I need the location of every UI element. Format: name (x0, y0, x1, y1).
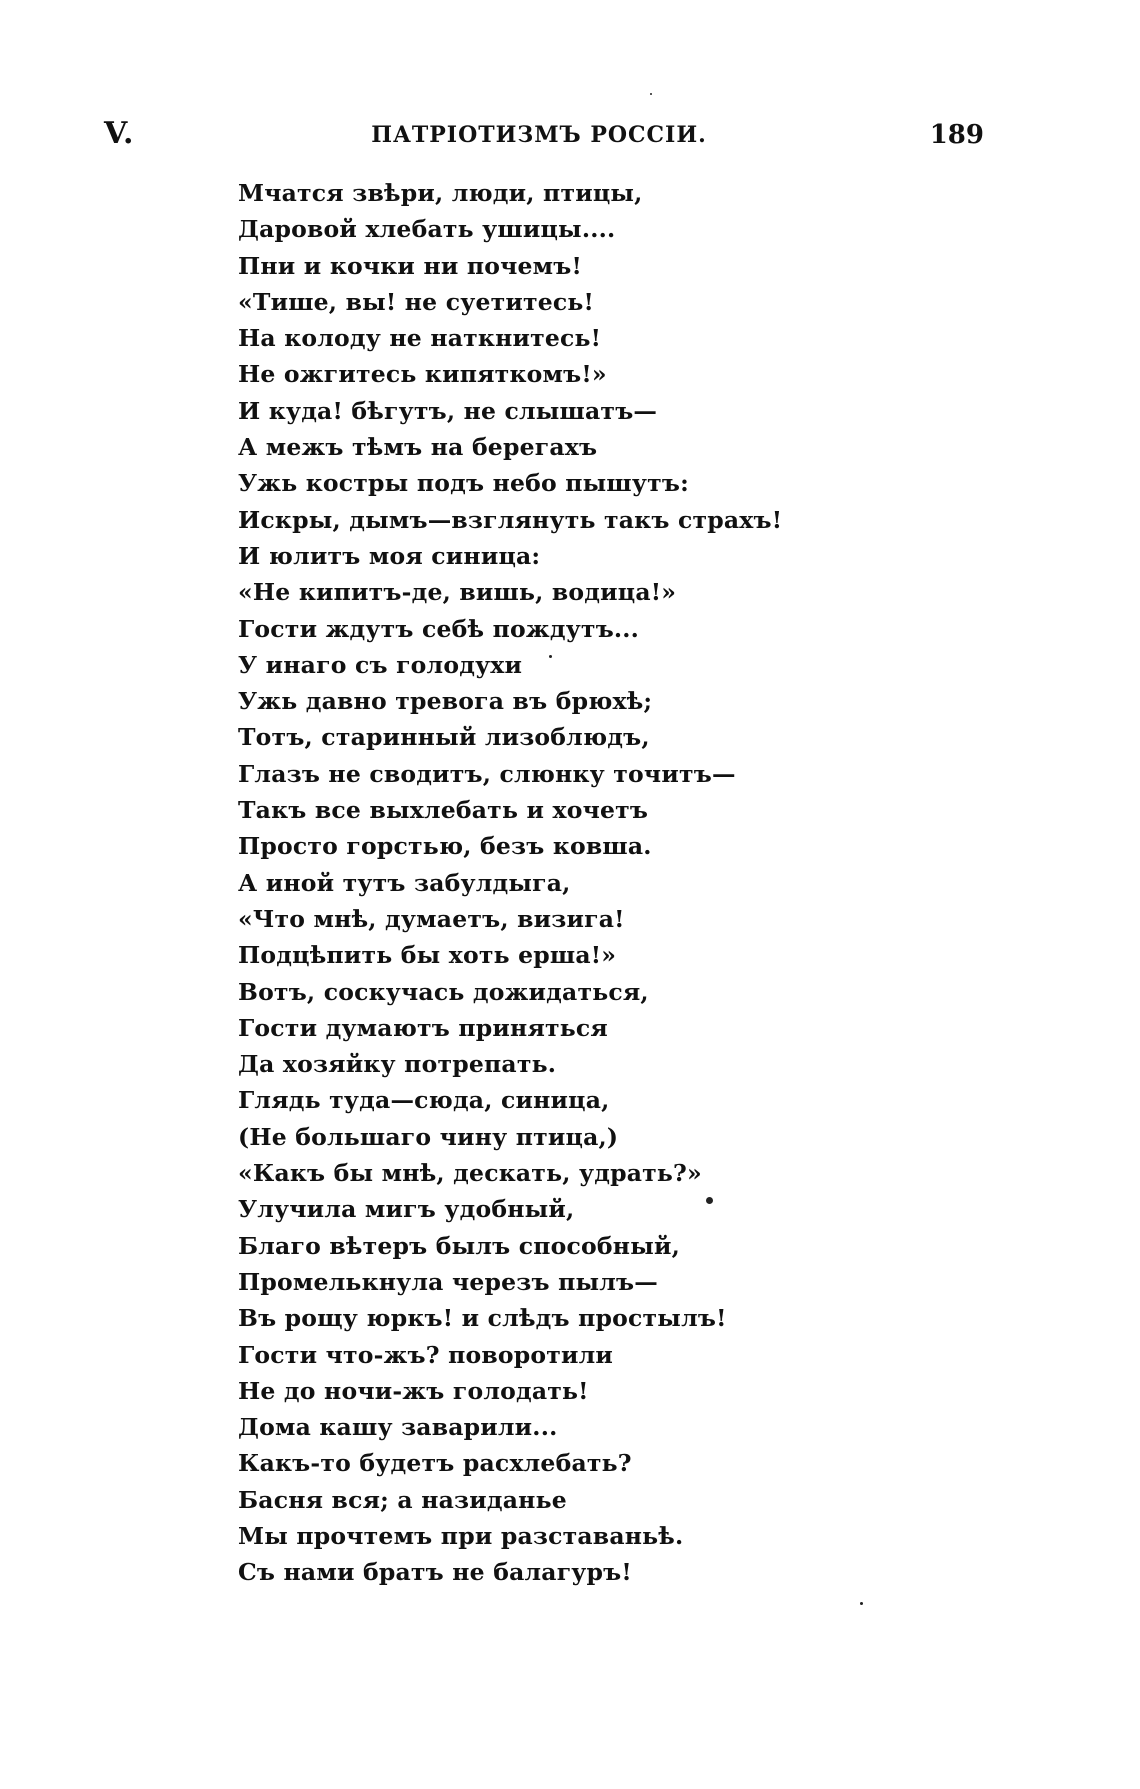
page-number: 189 (929, 120, 984, 150)
poem-line: Мчатся звѣри, люди, птицы, (238, 179, 643, 207)
poem-line: Дома кашу заварили... (238, 1413, 558, 1442)
poem-line: Не до ночи-жъ голодать! (238, 1376, 589, 1405)
ink-speck (706, 1197, 713, 1204)
poem-line: Ужь давно тревога въ брюхѣ; (238, 687, 653, 716)
poem-line: Даровой хлебать ушицы.... (238, 215, 616, 244)
poem-line: Не ожгитесь кипяткомъ!» (238, 360, 607, 389)
poem-line: Басня вся; а назиданье (238, 1485, 567, 1514)
poem-line: И юлитъ моя синица: (238, 541, 541, 570)
poem-line: И куда! бѣгутъ, не слышатъ— (238, 396, 658, 425)
poem-line: Благо вѣтеръ былъ способный, (238, 1231, 680, 1260)
poem-line: Гости что-жъ? поворотили (238, 1340, 614, 1369)
poem-text (238, 175, 998, 1591)
poem-line: Съ нами братъ не балагуръ! (238, 1558, 632, 1587)
poem-line: Искры, дымъ—взглянуть такъ страхъ! (238, 505, 783, 534)
poem-line: Вотъ, соскучась дожидаться, (238, 977, 649, 1006)
ink-speck (549, 655, 552, 658)
ink-speck (650, 93, 652, 95)
poem-line: Глядь туда—сюда, синица, (238, 1086, 610, 1115)
poem-line: «Тише, вы! не суетитесь! (238, 287, 595, 316)
poem-line: На колоду не наткнитесь! (238, 324, 602, 353)
poem-line: А межъ тѣмъ на берегахъ (238, 433, 598, 462)
poem-line: (Не большаго чину птица,) (238, 1122, 619, 1151)
poem-line: Гости ждутъ себѣ пождутъ... (238, 614, 640, 643)
running-header (104, 116, 984, 156)
poem-line: Такъ все выхлебать и хочетъ (238, 796, 649, 825)
poem-line: У инаго съ голодухи (238, 650, 523, 679)
poem-line: Промелькнула черезъ пылъ— (238, 1267, 658, 1296)
poem-line: «Какъ бы мнѣ, дескать, удрать?» (238, 1159, 702, 1188)
poem-line: «Что мнѣ, думаетъ, визига! (238, 904, 625, 933)
poem-line: Да хозяйку потрепать. (238, 1050, 557, 1079)
poem-line: Глазъ не сводитъ, слюнку точитъ— (238, 759, 736, 788)
poem-line: Тотъ, старинный лизоблюдъ, (238, 723, 650, 752)
poem-line: Подцѣпить бы хоть ерша!» (238, 941, 617, 970)
section-number: V. (104, 116, 135, 151)
ink-speck (860, 1602, 863, 1605)
poem-line: А иной тутъ забулдыга, (238, 868, 571, 897)
poem-line: Какъ-то будетъ расхлебать? (238, 1449, 632, 1478)
poem-line: Просто горстью, безъ ковша. (238, 832, 652, 861)
poem-line: Въ рощу юркъ! и слѣдъ простылъ! (238, 1304, 727, 1333)
poem-line: Ужь костры подъ небо пышутъ: (238, 469, 689, 498)
poem-line: «Не кипитъ-де, вишь, водица!» (238, 578, 677, 607)
poem-line: Улучила мигъ удобный, (238, 1195, 575, 1224)
poem-line: Гости думаютъ приняться (238, 1013, 608, 1042)
running-title: ПАТРІОТИЗМЪ РОССІИ. (371, 122, 707, 148)
poem-line: Мы прочтемъ при разставаньѣ. (238, 1521, 684, 1550)
poem-line: Пни и кочки ни почемъ! (238, 251, 583, 280)
